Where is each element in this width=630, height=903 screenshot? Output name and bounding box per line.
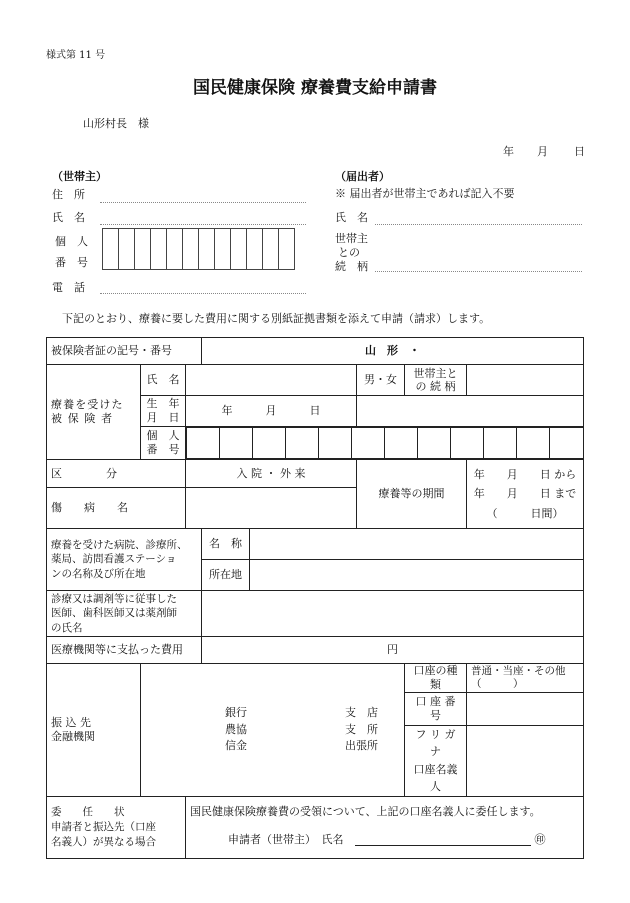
period-label: 療養等の期間 [357, 460, 467, 529]
householder-name-field[interactable] [100, 224, 306, 225]
proxy-signature-field[interactable] [355, 833, 531, 846]
relation-label-2: の 続 柄 [415, 380, 456, 393]
proxy-statement [186, 796, 584, 858]
birth-label-1: 生 年 [146, 397, 180, 411]
account-holder-field[interactable] [467, 725, 584, 796]
proxy-applicant-label: 申請者（世帯主） 氏名 [228, 832, 344, 846]
patient-name-field[interactable] [186, 365, 357, 396]
hospital-label-2: 薬局、訪問看護ステーショ [51, 553, 177, 566]
fee-label: 医療機関等に支払った費用 [47, 637, 202, 664]
doctor-label [47, 591, 202, 637]
householder-name-label: 氏 名 [52, 211, 85, 224]
proxy-label [47, 796, 186, 858]
doctor-label-2: 医師、歯科医師又は薬剤師 [51, 607, 177, 620]
bank-type-3: 信金 [225, 739, 247, 753]
filer-rel-label-2: との [338, 246, 360, 259]
addressee: 山形村長 様 [83, 117, 149, 130]
bank-label-1: 振 込 先 [51, 716, 91, 730]
branch-type-2: 支 所 [345, 722, 379, 736]
address-field[interactable] [100, 202, 306, 203]
date-year: 年 [503, 145, 514, 158]
seal-mark: ㊞ [534, 832, 546, 846]
filer-name-field[interactable] [375, 224, 582, 225]
filer-heading: （届出者） [335, 170, 390, 183]
gender-select[interactable]: 男・女 [357, 365, 405, 396]
period-field[interactable] [467, 460, 584, 529]
phone-label: 電 話 [52, 281, 85, 294]
account-holder-label [405, 725, 467, 796]
relation-label [405, 365, 467, 396]
patient-name-label: 氏 名 [141, 365, 186, 396]
filer-relation-field[interactable] [375, 271, 582, 272]
birth-date-field[interactable]: 年 月 日 [186, 396, 357, 427]
hospital-label [47, 529, 202, 591]
hospital-label-1: 療養を受けた病院、診療所、 [51, 539, 188, 552]
doctor-field[interactable] [202, 591, 584, 637]
date-day: 日 [574, 145, 585, 158]
insurance-number-field[interactable]: 山 形 ・ [202, 338, 584, 365]
relation-field[interactable] [467, 365, 584, 396]
patient-label-line-2: 被 保 険 者 [51, 412, 114, 425]
period-from: 年 月 日 から [473, 468, 577, 482]
address-label: 住 所 [52, 188, 85, 201]
householder-heading: （世帯主） [52, 170, 107, 183]
account-type-select[interactable]: 普通・当座・その他（ ） [467, 664, 584, 693]
application-table [46, 337, 584, 859]
bank-name-field[interactable] [141, 664, 405, 797]
patient-personal-label-1: 個 人 [146, 429, 180, 443]
proxy-label-2: 申請者と振込先（口座 [51, 820, 156, 833]
patient-personal-label [141, 427, 186, 460]
personal-number-label-1: 個 人 [55, 235, 88, 248]
branch-types [345, 705, 378, 755]
filer-rel-label-3: 続 柄 [335, 260, 368, 273]
patient-personal-number-boxes[interactable] [186, 427, 584, 460]
relation-label-1: 世帯主と [413, 366, 458, 380]
phone-field[interactable] [100, 293, 306, 294]
proxy-text: 国民健康保険療養費の受領について、上記の口座名義人に委任します。 [190, 804, 541, 818]
householder-personal-number-boxes[interactable] [102, 228, 294, 273]
patient-personal-label-2: 番 号 [146, 443, 180, 456]
bank-type-1: 銀行 [225, 706, 247, 720]
filer-name-label: 氏 名 [335, 211, 368, 224]
page-title: 国民健康保険 療養費支給申請書 [193, 78, 437, 98]
hospital-address-field[interactable] [250, 560, 584, 591]
birth-label [141, 396, 186, 427]
patient-label [47, 365, 141, 460]
doctor-label-1: 診療又は調剤等に従事した [51, 593, 177, 606]
holder-label: 口座名義人 [413, 762, 458, 794]
birth-extra-field[interactable] [357, 396, 584, 427]
form-number: 様式第 11 号 [46, 50, 106, 61]
bank-label-2: 金融機関 [51, 729, 95, 743]
filer-note: ※ 届出者が世帯主であれば記入不要 [335, 187, 515, 200]
branch-type-1: 支 店 [345, 706, 379, 720]
category-select[interactable]: 入 院 ・ 外 来 [186, 460, 357, 488]
hospital-label-3: ンの名称及び所在地 [51, 567, 146, 580]
bank-type-2: 農協 [225, 722, 247, 736]
bank-types [225, 705, 247, 755]
period-days: （ 日間） [486, 506, 564, 520]
date-month: 月 [537, 145, 548, 158]
doctor-label-3: の氏名 [51, 621, 83, 634]
kana-label: フ リ ガ ナ [415, 727, 456, 759]
filer-rel-label-1: 世帯主 [335, 232, 368, 245]
hospital-name-label: 名 称 [202, 529, 250, 560]
insurance-label: 被保険者証の記号・番号 [47, 338, 202, 365]
fee-field[interactable]: 円 [202, 637, 584, 664]
proxy-signature-row [190, 833, 579, 847]
account-number-label: 口 座 番 号 [405, 692, 467, 725]
hospital-name-field[interactable] [250, 529, 584, 560]
birth-label-2: 月 日 [146, 411, 180, 424]
disease-field[interactable] [186, 488, 357, 529]
category-label: 区 分 [47, 460, 186, 488]
proxy-label-1: 委 任 状 [51, 805, 125, 818]
disease-label: 傷 病 名 [47, 488, 186, 529]
hospital-address-label: 所在地 [202, 560, 250, 591]
intro-text: 下記のとおり、療養に要した費用に関する別紙証拠書類を添えて申請（請求）します。 [62, 312, 491, 325]
account-number-field[interactable] [467, 692, 584, 725]
bank-label [47, 664, 141, 797]
proxy-label-3: 名義人）が異なる場合 [51, 835, 156, 848]
patient-label-line-1: 療養を受けた [51, 398, 124, 412]
account-type-label: 口座の種類 [405, 664, 467, 693]
personal-number-label-2: 番 号 [55, 256, 88, 269]
branch-type-3: 出張所 [345, 739, 379, 753]
period-to: 年 月 日 まで [473, 487, 577, 501]
